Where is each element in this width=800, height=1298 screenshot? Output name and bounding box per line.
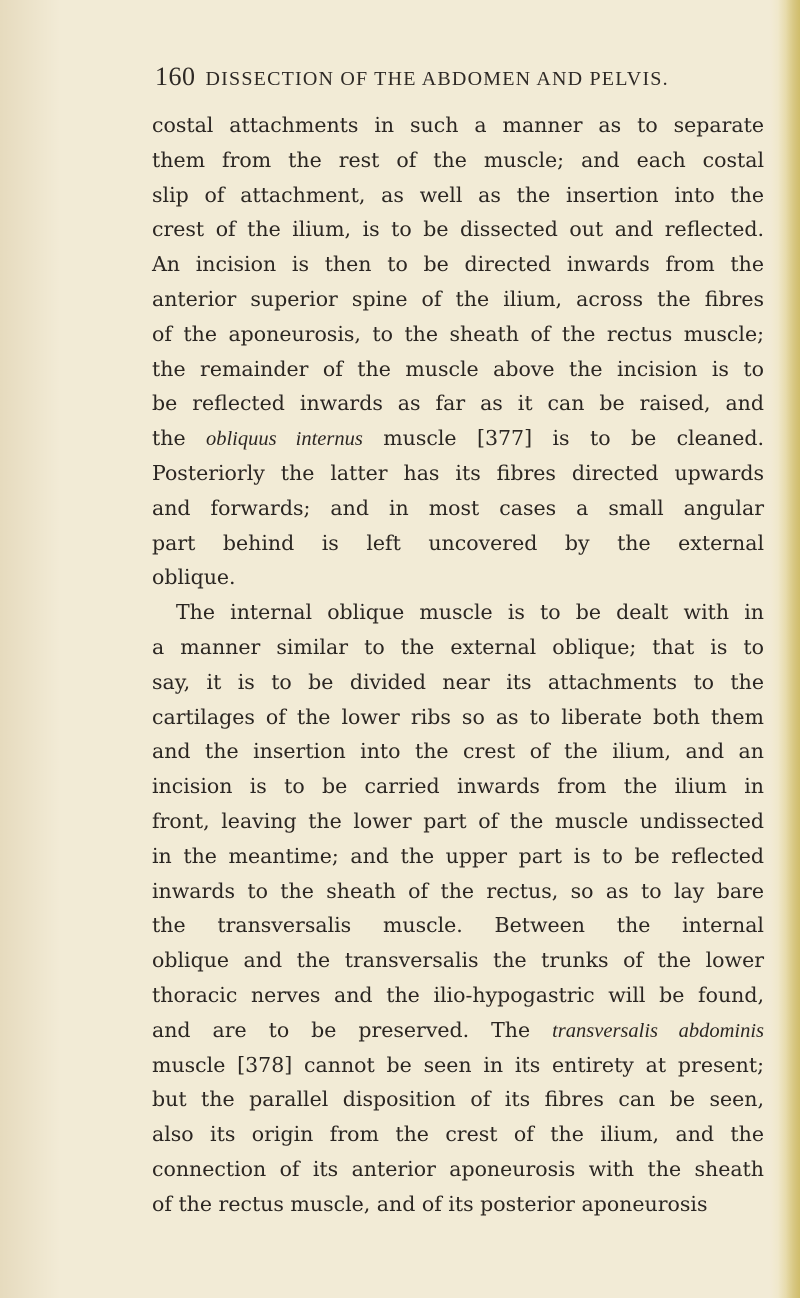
text-line: oblique. bbox=[152, 565, 236, 590]
text-line: the remainder of the muscle above the incision is to bbox=[152, 356, 764, 381]
italic-term: obliquus internus bbox=[205, 428, 363, 451]
text-line: slip of attachment, as well as the insertion into the bbox=[152, 182, 764, 207]
text-line: cartilages of the lower ribs so as to liberate both them bbox=[152, 704, 764, 729]
text-line: them from the rest of the muscle; and each costal bbox=[152, 147, 764, 172]
text-line: a manner similar to the external oblique; that is to bbox=[152, 634, 764, 659]
text-line: in the meantime; and the upper part is to be reflected bbox=[152, 843, 764, 868]
text-line bbox=[152, 421, 764, 456]
page-edge-shadow bbox=[778, 0, 800, 1298]
text-line: the transversalis muscle. Between the internal bbox=[152, 913, 764, 938]
text-segment: the bbox=[152, 426, 206, 451]
text-line: oblique and the transversalis the trunks of the lower bbox=[152, 948, 764, 973]
text-line: anterior superior spine of the ilium, across the fibres bbox=[152, 286, 764, 311]
page-number: 160 bbox=[155, 62, 196, 91]
text-line: part behind is left uncovered by the external bbox=[152, 530, 764, 555]
text-line: of the rectus muscle, and of its posterior aponeurosis bbox=[152, 1191, 708, 1216]
body-text bbox=[152, 108, 764, 1222]
text-line: of the aponeurosis, to the sheath of the rectus muscle; bbox=[152, 321, 764, 346]
text-segment: muscle [377] is to be cleaned. bbox=[362, 426, 764, 451]
text-line: thoracic nerves and the ilio-hypogastric will be found, bbox=[152, 982, 764, 1007]
text-line: The internal oblique muscle is to be dealt with in bbox=[176, 600, 764, 625]
text-line: and the insertion into the crest of the ilium, and an bbox=[152, 739, 764, 764]
text-line: say, it is to be divided near its attachments to the bbox=[152, 669, 764, 694]
text-line: but the parallel disposition of its fibres can be seen, bbox=[152, 1087, 764, 1112]
text-line: An incision is then to be directed inwards from the bbox=[152, 252, 764, 277]
text-line: crest of the ilium, is to be dissected out and reflected. bbox=[152, 217, 764, 242]
running-head bbox=[155, 62, 755, 92]
text-line: be reflected inwards as far as it can be raised, and bbox=[152, 391, 764, 416]
italic-term: transversalis abdominis bbox=[552, 1019, 764, 1042]
text-line: incision is to be carried inwards from the ilium in bbox=[152, 774, 764, 799]
text-line bbox=[152, 1013, 764, 1048]
text-line: muscle [378] cannot be seen in its entirety at present; bbox=[152, 1052, 764, 1077]
text-line: connection of its anterior aponeurosis with the sheath bbox=[152, 1156, 764, 1181]
text-line: and forwards; and in most cases a small angular bbox=[152, 495, 764, 520]
text-line: inwards to the sheath of the rectus, so as to lay bare bbox=[152, 878, 764, 903]
text-line: front, leaving the lower part of the muscle undissected bbox=[152, 808, 764, 833]
chapter-title: DISSECTION OF THE ABDOMEN AND PELVIS. bbox=[205, 68, 669, 90]
text-line: also its origin from the crest of the ilium, and the bbox=[152, 1122, 764, 1147]
text-line: Posteriorly the latter has its fibres directed upwards bbox=[152, 460, 764, 485]
text-line: costal attachments in such a manner as to separate bbox=[152, 113, 764, 137]
text-segment: and are to be preserved. The bbox=[152, 1017, 553, 1042]
